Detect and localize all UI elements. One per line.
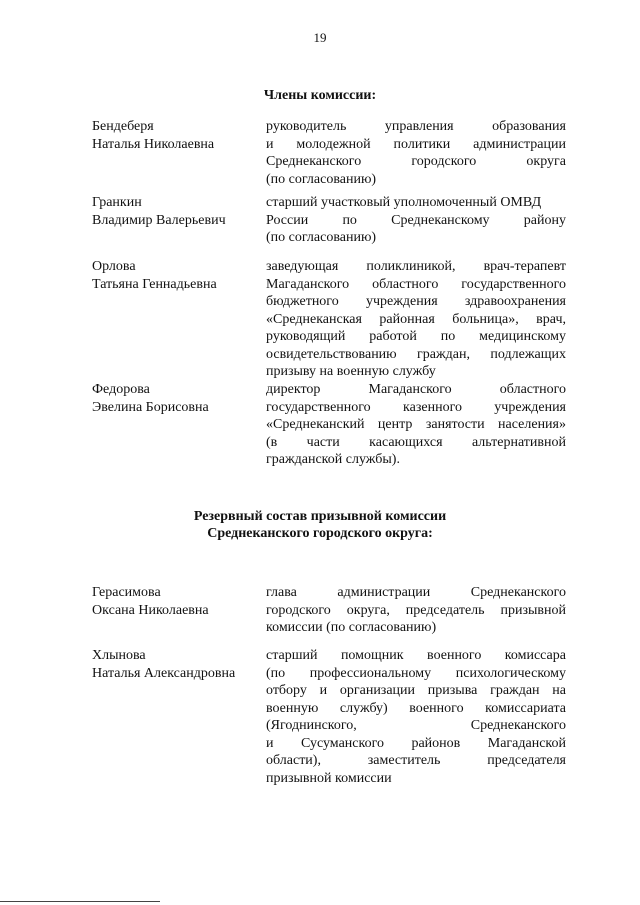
- role-line: области), заместитель председателя: [266, 753, 566, 768]
- role-line: заведующая поликлиникой, врач-терапевт: [266, 259, 566, 274]
- role-line: и молодежной политики администрации: [266, 136, 566, 152]
- member-name: [92, 647, 262, 682]
- reserve-heading: [0, 508, 640, 542]
- role-line: (в части касающихся альтернативной: [266, 434, 566, 450]
- member-name: [92, 258, 262, 293]
- member-given-names: Эвелина Борисовна: [92, 399, 209, 415]
- reserve-heading-line: Среднеканского городского округа:: [207, 526, 433, 541]
- member-name: [92, 381, 262, 416]
- role-line: (Ягоднинского, Среднеканского: [266, 718, 566, 733]
- role-line: директор Магаданского областного: [266, 382, 566, 397]
- member-role: [266, 258, 566, 381]
- role-line: глава администрации Среднеканского: [266, 585, 566, 600]
- role-line: старший участковый уполномоченный ОМВД: [266, 195, 542, 210]
- role-line: и Сусуманского районов Магаданской: [266, 735, 566, 751]
- member-surname: Хлынова: [92, 648, 146, 663]
- member-role: [266, 647, 566, 787]
- role-line: России по Среднеканскому району: [266, 212, 566, 228]
- role-line: освидетельствованию граждан, подлежащих: [266, 346, 566, 362]
- role-line: старший помощник военного комиссара: [266, 648, 566, 663]
- page-number: 19: [313, 30, 327, 45]
- member-surname: Федорова: [92, 382, 150, 397]
- member-surname: Орлова: [92, 259, 136, 274]
- role-line: «Среднеканская районная больница», врач,: [266, 311, 566, 327]
- role-line: (по согласованию): [266, 171, 377, 187]
- footer-rule: [0, 901, 160, 902]
- role-line: городского округа, председатель призывной: [266, 602, 566, 618]
- member-given-names: Наталья Николаевна: [92, 136, 215, 152]
- role-line: руководитель управления образования: [266, 119, 566, 134]
- role-line: (по профессиональному психологическому: [266, 665, 566, 681]
- role-line: гражданской службы).: [266, 452, 400, 467]
- member-name: [92, 118, 262, 153]
- role-line: Магаданского областного государственного: [266, 276, 566, 292]
- member-given-names: Татьяна Геннадьевна: [92, 276, 217, 292]
- reserve-heading-line: Резервный состав призывной комиссии: [193, 509, 447, 524]
- members-heading: Члены комиссии:: [263, 88, 377, 103]
- role-line: комиссии (по согласованию): [266, 620, 437, 635]
- member-role: [266, 118, 566, 188]
- member-name: [92, 194, 262, 229]
- member-surname: Гранкин: [92, 195, 142, 210]
- member-role: [266, 194, 566, 247]
- member-surname: Герасимова: [92, 585, 161, 600]
- member-surname: Бендеберя: [92, 119, 154, 134]
- role-line: (по согласованию): [266, 230, 377, 245]
- member-role: [266, 381, 566, 469]
- role-line: военную службу) военного комиссариата: [266, 700, 566, 716]
- member-given-names: Наталья Александровна: [92, 665, 236, 681]
- role-line: «Среднеканский центр занятости населения»: [266, 417, 566, 432]
- role-line: Среднеканского городского округа: [266, 154, 566, 169]
- role-line: призывной комиссии: [266, 770, 392, 786]
- role-line: государственного казенного учреждения: [266, 399, 566, 415]
- role-line: призыву на военную службу: [266, 364, 436, 379]
- role-line: отбору и организации призыва граждан на: [266, 683, 566, 698]
- member-given-names: Оксана Николаевна: [92, 602, 209, 618]
- member-name: [92, 584, 262, 619]
- member-role: [266, 584, 566, 637]
- role-line: бюджетного учреждения здравоохранения: [266, 294, 566, 309]
- role-line: руководящий работой по медицинскому: [266, 329, 566, 344]
- member-given-names: Владимир Валерьевич: [92, 212, 226, 228]
